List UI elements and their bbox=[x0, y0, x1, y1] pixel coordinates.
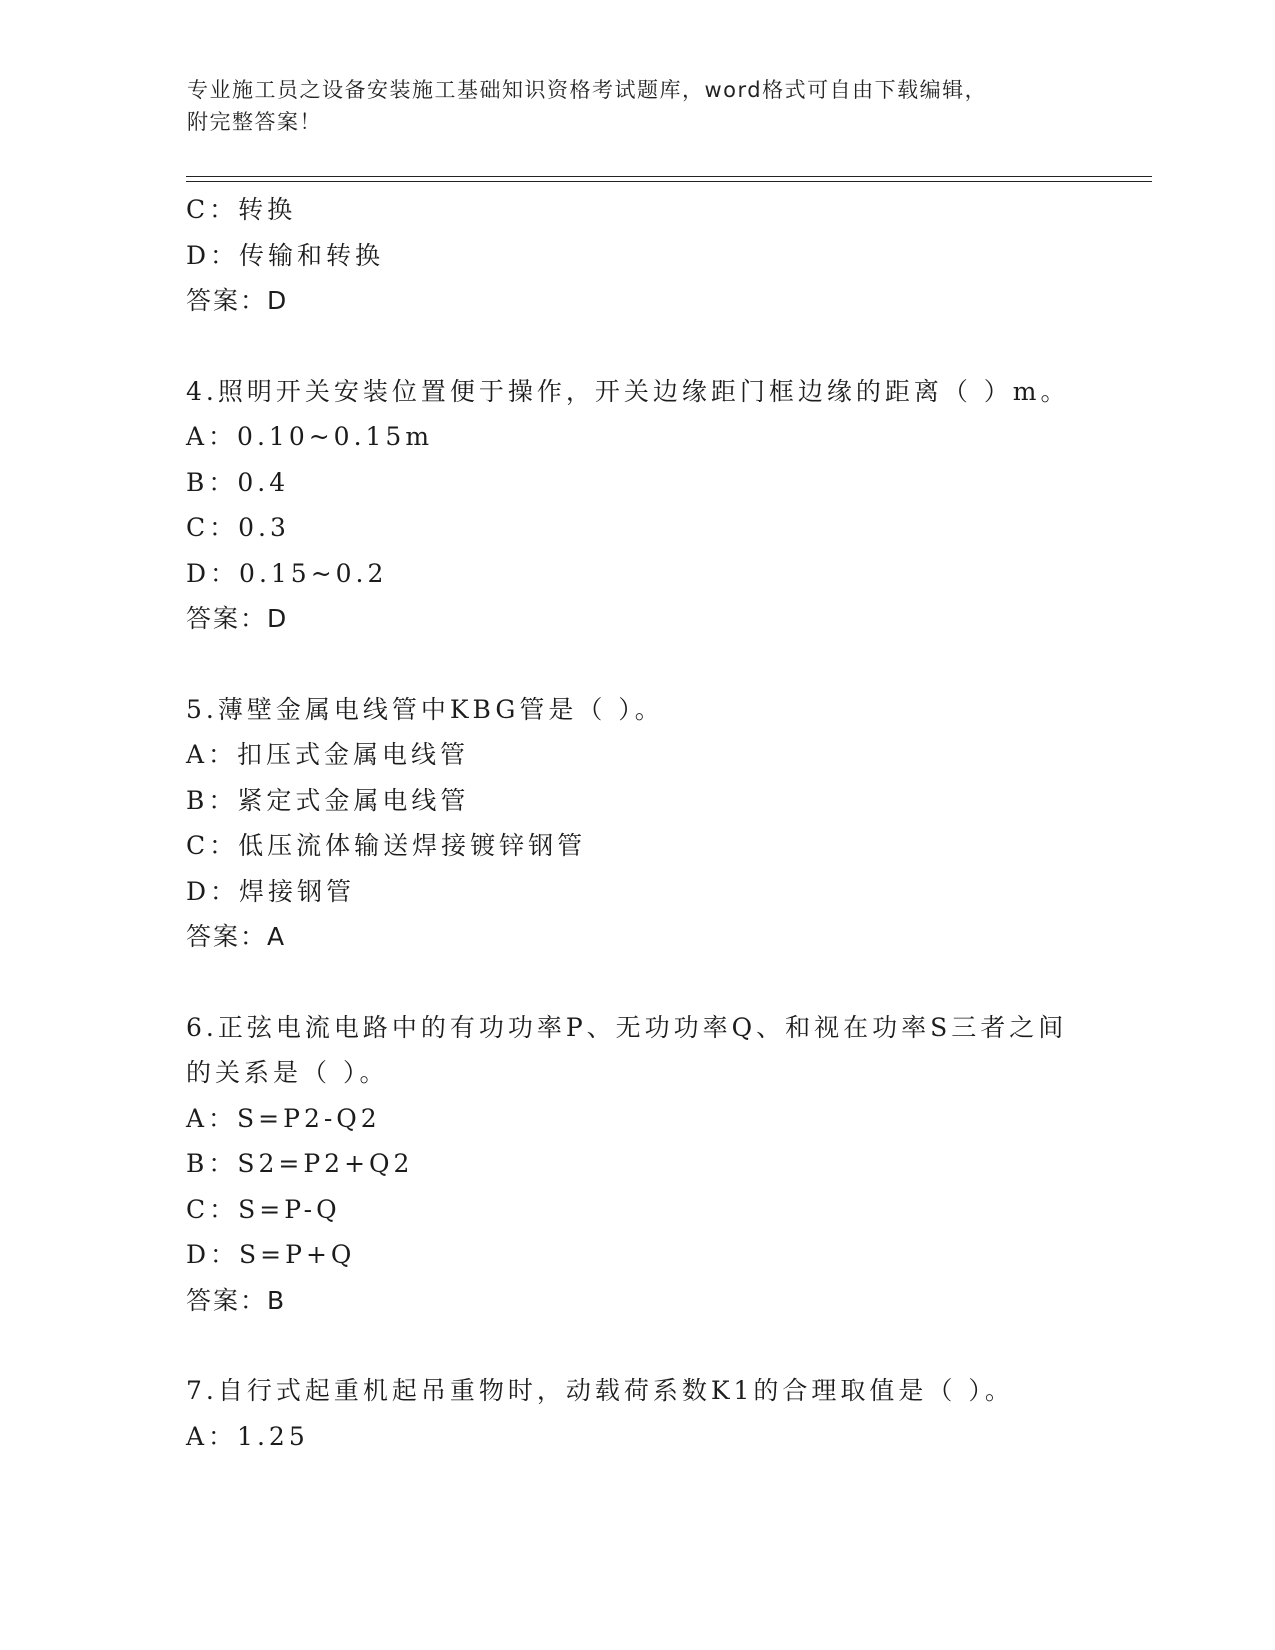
q5-option-c: C：低压流体输送焊接镀锌钢管 bbox=[186, 831, 587, 860]
header-line-1: 专业施工员之设备安装施工基础知识资格考试题库，word格式可自由下载编辑， bbox=[187, 78, 988, 102]
q6-option-c: C：S=P-Q bbox=[186, 1194, 341, 1224]
q4-option-a: A：0.10~0.15m bbox=[186, 422, 434, 451]
q5-option-b: B：紧定式金属电线管 bbox=[186, 785, 470, 815]
spacer bbox=[186, 642, 1086, 687]
spacer bbox=[186, 1323, 1086, 1368]
q7-option-a: A：1.25 bbox=[186, 1421, 309, 1451]
q6-option-b: B：S2=P2+Q2 bbox=[186, 1149, 414, 1178]
header-rule-top bbox=[186, 176, 1152, 177]
q5-answer: 答案：A bbox=[186, 922, 287, 951]
spacer bbox=[186, 960, 1086, 1005]
spacer bbox=[186, 324, 1086, 369]
q6-answer: 答案：B bbox=[186, 1285, 287, 1315]
q6-stem-line-2: 的关系是（ ）。 bbox=[186, 1058, 389, 1087]
q5-stem: 5.薄壁金属电线管中KBG管是（ ）。 bbox=[186, 694, 664, 724]
q4-stem: 4.照明开关安装位置便于操作，开关边缘距门框边缘的距离（ ）m。 bbox=[186, 376, 1070, 406]
q6-stem-line-1: 6.正弦电流电路中的有功功率P、无功功率Q、和视在功率S三者之间 bbox=[186, 1012, 1068, 1042]
q7-stem: 7.自行式起重机起吊重物时，动载荷系数K1的合理取值是（ ）。 bbox=[186, 1376, 1014, 1405]
q3-option-c: C：转换 bbox=[186, 195, 297, 224]
q4-option-c: C：0.3 bbox=[186, 513, 290, 542]
header-line-2: 附完整答案！ bbox=[187, 110, 322, 134]
q3-answer: 答案：D bbox=[186, 286, 289, 315]
document-header bbox=[187, 74, 1067, 138]
q5-option-d: D：焊接钢管 bbox=[186, 876, 356, 906]
q4-answer: 答案：D bbox=[186, 604, 289, 633]
q4-option-d: D：0.15~0.2 bbox=[186, 558, 388, 588]
q6-option-a: A：S=P2-Q2 bbox=[186, 1103, 381, 1133]
q3-option-d: D：传输和转换 bbox=[186, 240, 385, 270]
q4-option-b: B：0.4 bbox=[186, 467, 290, 497]
q6-option-d: D：S=P+Q bbox=[186, 1240, 356, 1269]
q5-option-a: A：扣压式金属电线管 bbox=[186, 740, 470, 769]
header-rule-bottom bbox=[186, 181, 1152, 182]
question-body bbox=[186, 187, 1086, 1459]
